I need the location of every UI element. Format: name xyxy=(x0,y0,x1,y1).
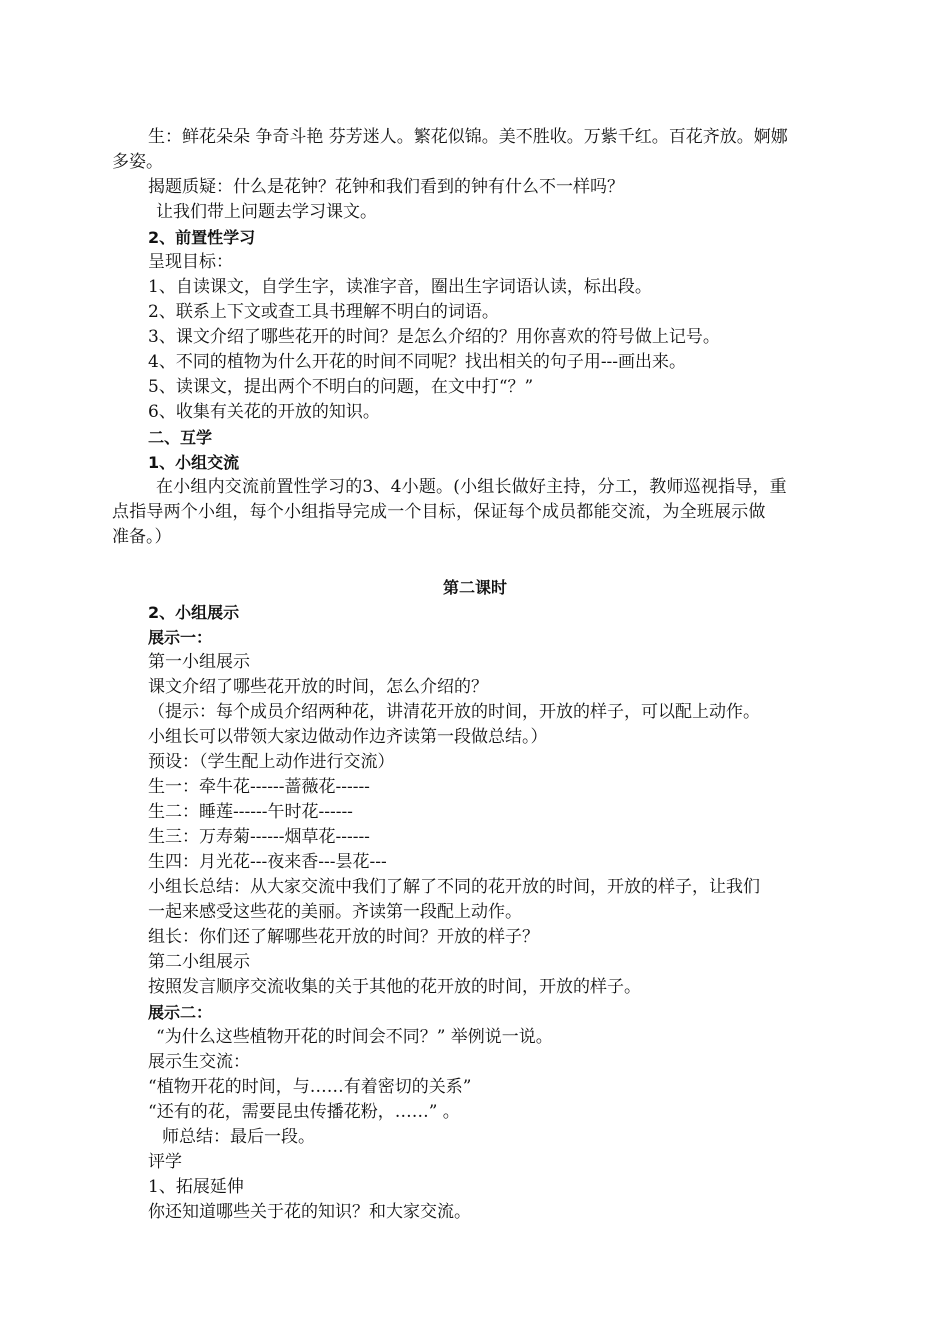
text-line: 准备。） xyxy=(112,527,172,547)
text-line: 展示生交流： xyxy=(148,1052,250,1072)
lesson-title: 第二课时 xyxy=(442,578,507,597)
list-item: 3、课文介绍了哪些花开的时间？是怎么介绍的？用你喜欢的符号做上记号。 xyxy=(148,327,720,347)
text-line: 小组长可以带领大家边做动作边齐读第一段做总结。） xyxy=(148,727,548,747)
list-item: 4、不同的植物为什么开花的时间不同呢？找出相关的句子用---画出来。 xyxy=(148,352,687,372)
text-line: 生一：牵牛花------蔷薇花------ xyxy=(148,777,370,797)
section-heading: 2、小组展示 xyxy=(148,603,240,622)
text-line: 生四：月光花---夜来香---昙花--- xyxy=(148,852,387,872)
section-heading: 二、互学 xyxy=(148,428,213,447)
text-line: 第一小组展示 xyxy=(148,652,250,672)
text-line: 你还知道哪些关于花的知识？和大家交流。 xyxy=(148,1202,471,1222)
text-line: 生：鲜花朵朵 争奇斗艳 芬芳迷人。繁花似锦。美不胜收。万紫千红。百花齐放。婀娜 xyxy=(148,127,788,147)
text-line: 1、拓展延伸 xyxy=(148,1177,244,1197)
list-item: 6、收集有关花的开放的知识。 xyxy=(148,402,380,422)
text-line: 多姿。 xyxy=(112,152,163,172)
text-line: 评学 xyxy=(148,1152,182,1172)
text-line: 让我们带上问题去学习课文。 xyxy=(156,202,377,222)
text-line: 呈现目标： xyxy=(148,252,233,272)
text-line: “还有的花，需要昆虫传播花粉，……” 。 xyxy=(148,1102,460,1122)
text-line: 师总结：最后一段。 xyxy=(162,1127,315,1147)
text-line: 预设：（学生配上动作进行交流） xyxy=(148,752,395,772)
text-line: 生二：睡莲------午时花------ xyxy=(148,802,353,822)
text-line: 课文介绍了哪些花开放的时间，怎么介绍的？ xyxy=(148,677,488,697)
text-line: “植物开花的时间，与……有着密切的关系” xyxy=(148,1077,472,1097)
section-heading: 展示二： xyxy=(148,1003,213,1022)
text-line: 揭题质疑：什么是花钟？花钟和我们看到的钟有什么不一样吗？ xyxy=(148,177,624,197)
list-item: 2、联系上下文或查工具书理解不明白的词语。 xyxy=(148,302,499,322)
text-line: 小组长总结：从大家交流中我们了解了不同的花开放的时间，开放的样子，让我们 xyxy=(148,877,760,897)
section-heading: 1、小组交流 xyxy=(148,453,240,472)
text-line: 按照发言顺序交流收集的关于其他的花开放的时间，开放的样子。 xyxy=(148,977,641,997)
text-line: 在小组内交流前置性学习的3、4小题。(小组长做好主持，分工，教师巡视指导，重 xyxy=(156,477,787,497)
text-line: 点指导两个小组，每个小组指导完成一个目标，保证每个成员都能交流，为全班展示做 xyxy=(112,502,766,522)
text-line: 一起来感受这些花的美丽。齐读第一段配上动作。 xyxy=(148,902,522,922)
text-line: “为什么这些植物开花的时间会不同？” 举例说一说。 xyxy=(156,1027,553,1047)
text-line: 第二小组展示 xyxy=(148,952,250,972)
section-heading: 展示一： xyxy=(148,628,213,647)
section-heading: 2、前置性学习 xyxy=(148,228,256,247)
text-line: 生三：万寿菊------烟草花------ xyxy=(148,827,370,847)
text-line: 组长：你们还了解哪些花开放的时间？开放的样子？ xyxy=(148,927,539,947)
list-item: 1、自读课文，自学生字，读准字音，圈出生字词语认读，标出段。 xyxy=(148,277,652,297)
text-line: （提示：每个成员介绍两种花，讲清花开放的时间，开放的样子，可以配上动作。 xyxy=(148,702,760,722)
list-item: 5、读课文，提出两个不明白的问题，在文中打“？” xyxy=(148,377,534,397)
